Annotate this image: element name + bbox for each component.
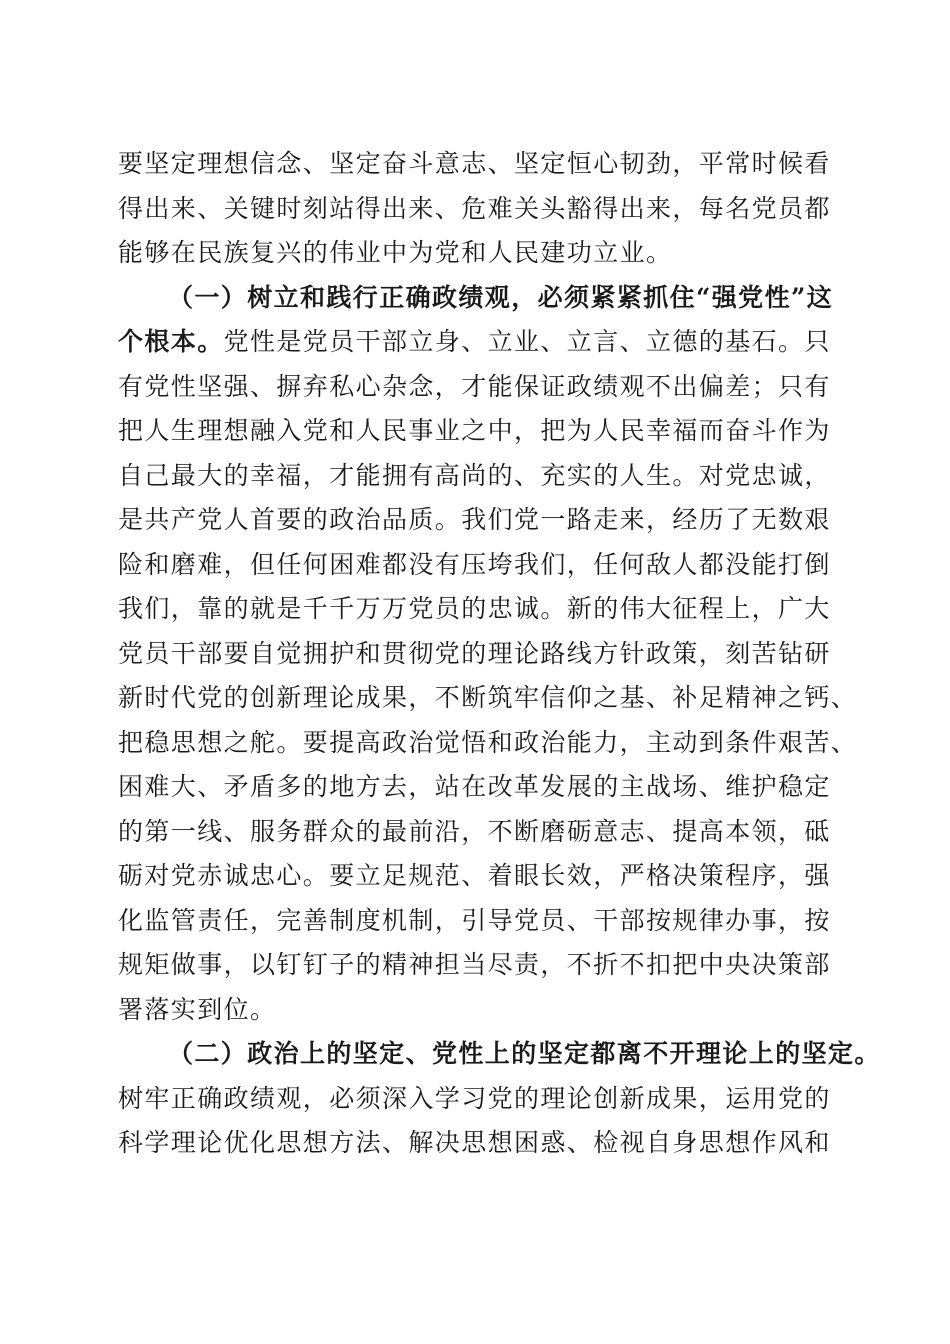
line-text: 要坚定理想信念、坚定奋斗意志、坚定恒心韧劲，平常时候看 (118, 149, 831, 178)
text-line (118, 765, 838, 810)
text-line (118, 1121, 838, 1166)
text-line (118, 454, 838, 499)
line-text: 有党性坚强、摒弃私心杂念，才能保证政绩观不出偏差；只有 (118, 371, 831, 401)
section-heading-2 (118, 1032, 881, 1077)
line-text: 把人生理想融入党和人民事业之中，把为人民幸福而奋斗作为 (118, 416, 831, 445)
text-line (118, 899, 838, 944)
line-bold-text: （一）树立和践行正确政绩观，必须紧紧抓住“强党性”这 (168, 282, 834, 312)
line-text: 砺对党赤诚忠心。要立足规范、着眼长效，严格决策程序，强 (118, 861, 831, 890)
line-text: 自己最大的幸福，才能拥有高尚的、充实的人生。对党忠诚， (118, 460, 831, 490)
line-text: 险和磨难，但任何困难都没有压垮我们，任何敌人都没能打倒 (118, 549, 831, 579)
text-line (118, 498, 838, 543)
line-text: 困难大、矛盾多的地方去，站在改革发展的主战场、维护稳定 (118, 772, 831, 801)
line-text: 化监管责任，完善制度机制，引导党员、干部按规律办事，按 (118, 905, 831, 935)
line-text: 把稳思想之舵。要提高政治觉悟和政治能力，主动到条件艰苦、 (118, 727, 858, 757)
body-text (118, 142, 881, 1166)
text-line (118, 810, 838, 855)
line-text: 规矩做事，以钉钉子的精神担当尽责，不折不扣把中央决策部 (118, 950, 831, 979)
text-line (118, 187, 838, 232)
line-bold-text: 个根本。 (118, 327, 224, 356)
line-bold-text: （二）政治上的坚定、党性上的坚定都离不开理论上的坚定。 (168, 1039, 881, 1068)
text-line (118, 543, 838, 588)
text-line (118, 943, 838, 988)
line-text: 新时代党的创新理论成果，不断筑牢信仰之基、补足精神之钙、 (118, 683, 858, 712)
line-text: 得出来、关键时刻站得出来、危难关头豁得出来，每名党员都 (118, 193, 831, 223)
line-text: 科学理论优化思想方法、解决思想困惑、检视自身思想作风和 (118, 1128, 831, 1157)
text-line (118, 320, 838, 365)
text-line (118, 676, 858, 721)
line-text: 的第一线、服务群众的最前沿，不断磨砺意志、提高本领，砥 (118, 816, 831, 846)
text-line (118, 409, 838, 454)
line-text: 是共产党人首要的政治品质。我们党一路走来，经历了无数艰 (118, 505, 831, 534)
line-text: 党性是党员干部立身、立业、立言、立德的基石。只 (223, 327, 831, 356)
line-text: 党员干部要自觉拥护和贯彻党的理论路线方针政策，刻苦钻研 (118, 638, 831, 668)
text-line (118, 854, 838, 899)
text-line (118, 721, 858, 766)
line-text: 署落实到位。 (118, 994, 277, 1024)
text-line (118, 142, 838, 187)
line-text: 能够在民族复兴的伟业中为党和人民建功立业。 (118, 238, 673, 267)
text-line (118, 632, 838, 677)
text-line (118, 231, 838, 276)
line-text: 我们，靠的就是千千万万党员的忠诚。新的伟大征程上，广大 (118, 594, 831, 623)
line-text: 树牢正确政绩观，必须深入学习党的理论创新成果，运用党的 (118, 1083, 831, 1113)
text-line (118, 988, 838, 1033)
text-line (118, 365, 838, 410)
text-line (118, 587, 838, 632)
text-line (118, 1077, 838, 1122)
section-heading-1 (118, 276, 838, 321)
